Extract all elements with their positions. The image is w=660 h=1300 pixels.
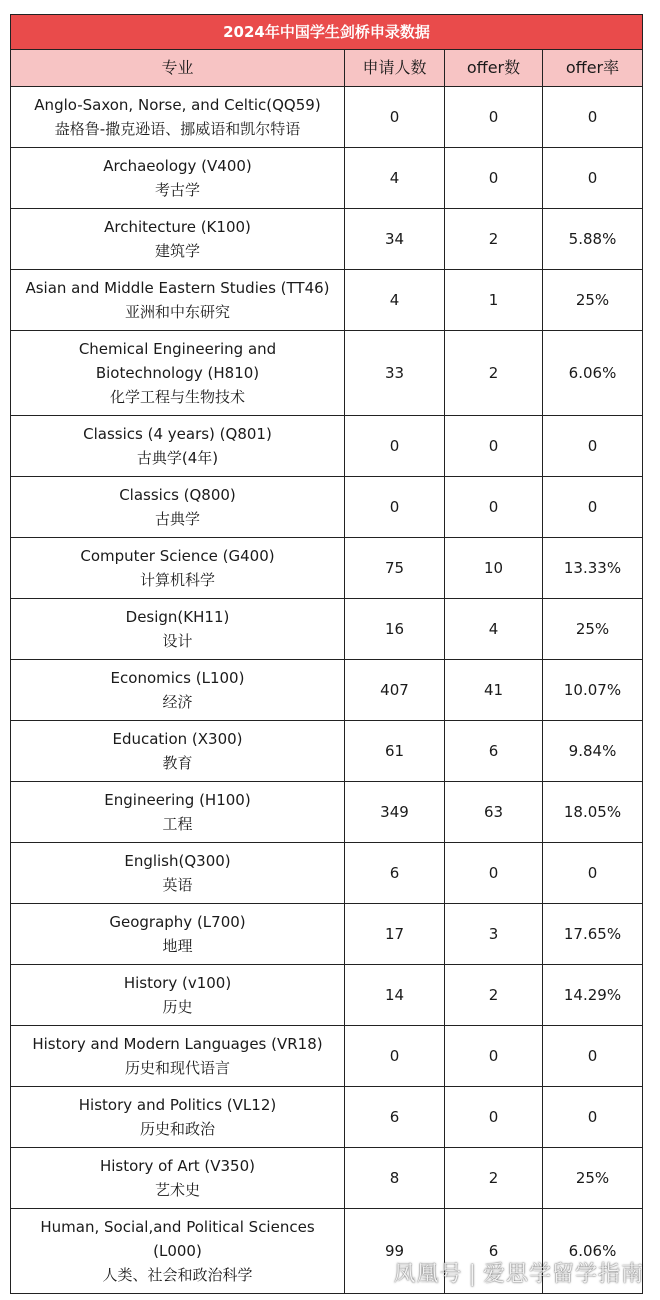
major-en: Human, Social,and Political Sciences (L000) — [40, 1218, 315, 1260]
major-cell — [11, 965, 345, 1026]
offers-cell: 1 — [445, 270, 543, 331]
applicants-cell: 349 — [345, 782, 445, 843]
rate-cell: 25% — [543, 1148, 643, 1209]
major-cell — [11, 660, 345, 721]
major-cell — [11, 87, 345, 148]
offers-cell: 41 — [445, 660, 543, 721]
major-cell — [11, 843, 345, 904]
rate-cell: 0 — [543, 87, 643, 148]
table-row — [11, 1087, 643, 1148]
applicants-cell: 0 — [345, 87, 445, 148]
offers-cell: 2 — [445, 209, 543, 270]
major-cell — [11, 782, 345, 843]
rate-cell: 0 — [543, 148, 643, 209]
major-cn: 教育 — [162, 754, 193, 772]
major-cn: 化学工程与生物技术 — [109, 388, 245, 406]
applicants-cell: 61 — [345, 721, 445, 782]
offers-cell: 6 — [445, 721, 543, 782]
offers-cell: 0 — [445, 1087, 543, 1148]
watermark-author: 爱思学留学指南 — [482, 1262, 644, 1287]
major-cn: 盎格鲁-撒克逊语、挪威语和凯尔特语 — [54, 120, 301, 138]
major-cn: 艺术史 — [154, 1181, 200, 1199]
major-cn: 考古学 — [154, 181, 200, 199]
major-en: History (v100) — [123, 974, 232, 992]
major-cn: 英语 — [162, 876, 193, 894]
table-row — [11, 904, 643, 965]
offers-cell: 0 — [445, 416, 543, 477]
major-cn: 工程 — [162, 815, 193, 833]
offers-cell: 2 — [445, 331, 543, 416]
major-en: Asian and Middle Eastern Studies (TT46) — [25, 279, 330, 297]
offers-cell: 3 — [445, 904, 543, 965]
applicants-cell: 33 — [345, 331, 445, 416]
table-row — [11, 782, 643, 843]
rate-cell: 13.33% — [543, 538, 643, 599]
offers-cell: 6 — [445, 1209, 543, 1294]
table-row — [11, 148, 643, 209]
table-row — [11, 1148, 643, 1209]
major-en: Design(KH11) — [125, 608, 230, 626]
offers-cell: 10 — [445, 538, 543, 599]
major-cn: 经济 — [162, 693, 193, 711]
table-row — [11, 87, 643, 148]
major-cell — [11, 270, 345, 331]
applicants-cell: 0 — [345, 477, 445, 538]
offers-cell: 2 — [445, 1148, 543, 1209]
rate-cell: 17.65% — [543, 904, 643, 965]
applicants-cell: 75 — [345, 538, 445, 599]
offers-cell: 2 — [445, 965, 543, 1026]
rate-cell: 10.07% — [543, 660, 643, 721]
table-row — [11, 209, 643, 270]
major-cn: 历史和现代语言 — [124, 1059, 230, 1077]
applicants-cell: 14 — [345, 965, 445, 1026]
major-cn: 历史 — [162, 998, 193, 1016]
rate-cell: 0 — [543, 416, 643, 477]
rate-cell: 5.88% — [543, 209, 643, 270]
major-en: Computer Science (G400) — [80, 547, 275, 565]
major-cn: 地理 — [162, 937, 193, 955]
table-row — [11, 477, 643, 538]
admissions-table-container — [10, 14, 642, 1294]
applicants-cell: 99 — [345, 1209, 445, 1294]
table-row — [11, 270, 643, 331]
rate-cell: 14.29% — [543, 965, 643, 1026]
applicants-cell: 17 — [345, 904, 445, 965]
rate-cell: 0 — [543, 843, 643, 904]
rate-cell: 0 — [543, 1026, 643, 1087]
major-cell — [11, 477, 345, 538]
table-row — [11, 416, 643, 477]
major-cn: 人类、社会和政治科学 — [102, 1266, 253, 1284]
applicants-cell: 4 — [345, 270, 445, 331]
major-en: Classics (4 years) (Q801) — [83, 425, 272, 443]
offers-cell: 63 — [445, 782, 543, 843]
table-row — [11, 331, 643, 416]
major-cn: 古典学 — [154, 510, 200, 528]
major-en: Education (X300) — [112, 730, 243, 748]
table-row — [11, 660, 643, 721]
offers-cell: 0 — [445, 843, 543, 904]
applicants-cell: 0 — [345, 1026, 445, 1087]
rate-cell: 0 — [543, 1087, 643, 1148]
major-en: History and Modern Languages (VR18) — [32, 1035, 323, 1053]
major-en: Geography (L700) — [109, 913, 246, 931]
major-en: History and Politics (VL12) — [78, 1096, 277, 1114]
major-cell — [11, 331, 345, 416]
applicants-cell: 0 — [345, 416, 445, 477]
major-cn: 计算机科学 — [139, 571, 215, 589]
table-row — [11, 1026, 643, 1087]
major-cn: 建筑学 — [154, 242, 200, 260]
table-row — [11, 538, 643, 599]
major-cell — [11, 538, 345, 599]
rate-cell: 0 — [543, 477, 643, 538]
major-cell — [11, 1148, 345, 1209]
major-en: Archaeology (V400) — [103, 157, 252, 175]
applicants-cell: 8 — [345, 1148, 445, 1209]
rate-cell: 9.84% — [543, 721, 643, 782]
table-row — [11, 965, 643, 1026]
major-en: Anglo-Saxon, Norse, and Celtic(QQ59) — [34, 96, 321, 114]
major-cell — [11, 599, 345, 660]
major-cell — [11, 148, 345, 209]
offers-cell: 0 — [445, 1026, 543, 1087]
table-body — [11, 87, 643, 1294]
table-row — [11, 721, 643, 782]
rate-cell: 18.05% — [543, 782, 643, 843]
header-offers: offer数 — [445, 50, 543, 87]
rate-cell: 6.06% — [543, 1209, 643, 1294]
major-cell — [11, 1026, 345, 1087]
major-cn: 亚洲和中东研究 — [124, 303, 230, 321]
header-offer-rate: offer率 — [543, 50, 643, 87]
table-row — [11, 843, 643, 904]
table-row — [11, 599, 643, 660]
rate-cell: 6.06% — [543, 331, 643, 416]
major-en: Chemical Engineering and Biotechnology (H810) — [78, 340, 277, 382]
major-en: History of Art (V350) — [99, 1157, 256, 1175]
header-applicants: 申请人数 — [345, 50, 445, 87]
major-en: English(Q300) — [124, 852, 231, 870]
major-en: Classics (Q800) — [119, 486, 236, 504]
major-cn: 设计 — [162, 632, 193, 650]
major-en: Engineering (H100) — [104, 791, 251, 809]
major-en: Economics (L100) — [110, 669, 245, 687]
major-cell — [11, 904, 345, 965]
major-cn: 历史和政治 — [139, 1120, 215, 1138]
watermark-source: 凤凰号 — [393, 1262, 463, 1287]
applicants-cell: 407 — [345, 660, 445, 721]
applicants-cell: 16 — [345, 599, 445, 660]
applicants-cell: 34 — [345, 209, 445, 270]
applicants-cell: 6 — [345, 843, 445, 904]
header-major: 专业 — [11, 50, 345, 87]
major-cn: 古典学(4年) — [136, 449, 219, 467]
applicants-cell: 4 — [345, 148, 445, 209]
major-cell — [11, 721, 345, 782]
offers-cell: 0 — [445, 477, 543, 538]
offers-cell: 0 — [445, 148, 543, 209]
applicants-cell: 6 — [345, 1087, 445, 1148]
major-cell — [11, 1209, 345, 1294]
major-cell — [11, 209, 345, 270]
rate-cell: 25% — [543, 599, 643, 660]
watermark — [394, 1257, 644, 1288]
major-cell — [11, 1087, 345, 1148]
major-en: Architecture (K100) — [104, 218, 251, 236]
admissions-table — [10, 14, 643, 1294]
watermark-separator: | — [468, 1262, 477, 1287]
offers-cell: 4 — [445, 599, 543, 660]
major-cell — [11, 416, 345, 477]
offers-cell: 0 — [445, 87, 543, 148]
rate-cell: 25% — [543, 270, 643, 331]
table-title: 2024年中国学生剑桥申录数据 — [11, 15, 643, 50]
